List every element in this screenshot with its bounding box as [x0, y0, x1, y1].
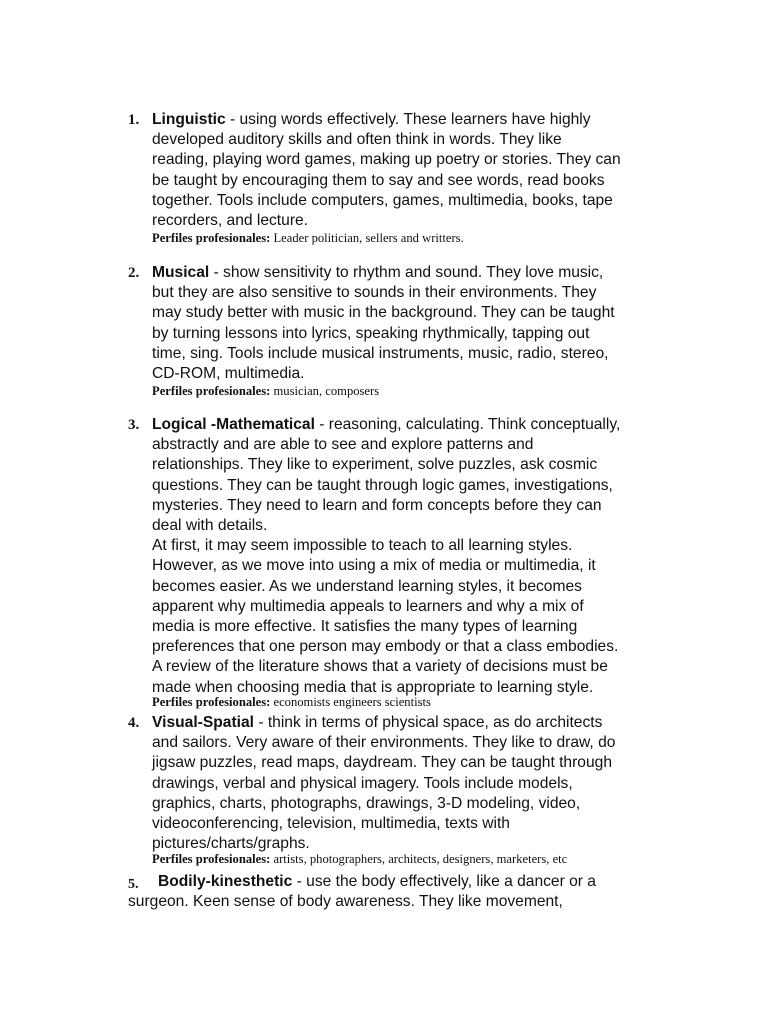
text-line	[152, 110, 692, 130]
profile-line	[152, 231, 692, 246]
profile-label: Perfiles profesionales:	[152, 231, 271, 246]
text-line: abstractly and are able to see and explore patterns and	[152, 436, 534, 454]
term-title: Logical -Mathematical	[152, 416, 315, 433]
text-line	[152, 263, 692, 283]
text-segment: - using words effectively. These learners have highly	[225, 111, 591, 128]
profile-text: Leader politician, sellers and writters.	[270, 231, 464, 246]
list-number: 2.	[128, 265, 140, 281]
profile-line	[152, 695, 692, 710]
profile-line	[152, 852, 692, 867]
list-number: 1.	[128, 112, 140, 128]
text-line: videoconferencing, television, multimedia, texts with	[152, 815, 510, 833]
text-line: made when choosing media that is appropriate to learning style.	[152, 678, 594, 696]
text-line: questions. They can be taught through logic games, investigations,	[152, 476, 613, 494]
text-line: becomes easier. As we understand learning styles, it becomes	[152, 577, 582, 595]
profile-label: Perfiles profesionales:	[152, 852, 271, 867]
text-line: preferences that one person may embody or that a class embodies.	[152, 638, 619, 656]
text-line: However, as we move into using a mix of media or multimedia, it	[152, 557, 596, 575]
text-segment: - show sensitivity to rhythm and sound. They love music,	[209, 264, 604, 281]
text-segment: - think in terms of physical space, as do architects	[253, 714, 603, 731]
text-line: relationships. They like to experiment, solve puzzles, ask cosmic	[152, 456, 598, 474]
list-number: 5.	[128, 877, 139, 892]
text-segment: - reasoning, calculating. Think conceptually,	[314, 416, 621, 433]
profile-label: Perfiles profesionales:	[152, 694, 271, 709]
text-line: A review of the literature shows that a variety of decisions must be	[152, 658, 608, 676]
text-line	[158, 872, 698, 892]
text-line: At first, it may seem impossible to teach to all learning styles.	[152, 537, 573, 555]
item-content	[152, 263, 692, 399]
text-line: jigsaw puzzles, read maps, daydream. They can be taught through	[152, 754, 612, 772]
text-line: deal with details.	[152, 517, 268, 535]
list-number: 4.	[128, 715, 140, 731]
list-number: 3.	[128, 417, 140, 433]
text-segment: - use the body effectively, like a dancer or a	[292, 873, 596, 890]
text-line: recorders, and lecture.	[152, 212, 309, 230]
text-line: be taught by encouraging them to say and see words, read books	[152, 171, 605, 189]
text-line: apparent why multimedia appeals to learners and why a mix of	[152, 597, 584, 615]
text-line: but they are also sensitive to sounds in their environments. They	[152, 284, 597, 302]
text-line: time, sing. Tools include musical instruments, music, radio, stereo,	[152, 344, 609, 362]
term-title: Musical	[152, 264, 210, 281]
profile-text: musician, composers	[270, 384, 380, 399]
item-content	[152, 415, 692, 710]
term-title: Bodily-kinesthetic	[158, 873, 293, 890]
profile-line	[152, 384, 692, 399]
profile-text: economists engineers scientists	[270, 694, 431, 709]
text-line: may study better with music in the background. They can be taught	[152, 304, 615, 322]
item-content	[152, 713, 692, 867]
text-line	[152, 415, 692, 435]
text-line: media is more effective. It satisfies the many types of learning	[152, 618, 578, 636]
term-title: Linguistic	[152, 111, 226, 128]
text-line	[152, 713, 692, 733]
text-line: by turning lessons into lyrics, speaking rhythmically, tapping out	[152, 324, 590, 342]
text-line: surgeon. Keen sense of body awareness. They like movement,	[128, 893, 563, 911]
text-line: graphics, charts, photographs, drawings, 3-D modeling, video,	[152, 794, 581, 812]
item-content	[128, 872, 698, 912]
text-line: reading, playing word games, making up poetry or stories. They can	[152, 151, 621, 169]
text-line: pictures/charts/graphs.	[152, 835, 310, 853]
text-line: mysteries. They need to learn and form concepts before they can	[152, 496, 602, 514]
profile-label: Perfiles profesionales:	[152, 384, 271, 399]
text-line: drawings, verbal and physical imagery. Tools include models,	[152, 774, 573, 792]
item-content	[152, 110, 692, 246]
text-line: together. Tools include computers, games, multimedia, books, tape	[152, 191, 613, 209]
text-line: and sailors. Very aware of their environments. They like to draw, do	[152, 734, 616, 752]
text-line: CD-ROM, multimedia.	[152, 365, 305, 383]
term-title: Visual-Spatial	[152, 714, 254, 731]
text-line: developed auditory skills and often think in words. They like	[152, 131, 562, 149]
profile-text: artists, photographers, architects, designers, marketers, etc	[270, 852, 568, 867]
